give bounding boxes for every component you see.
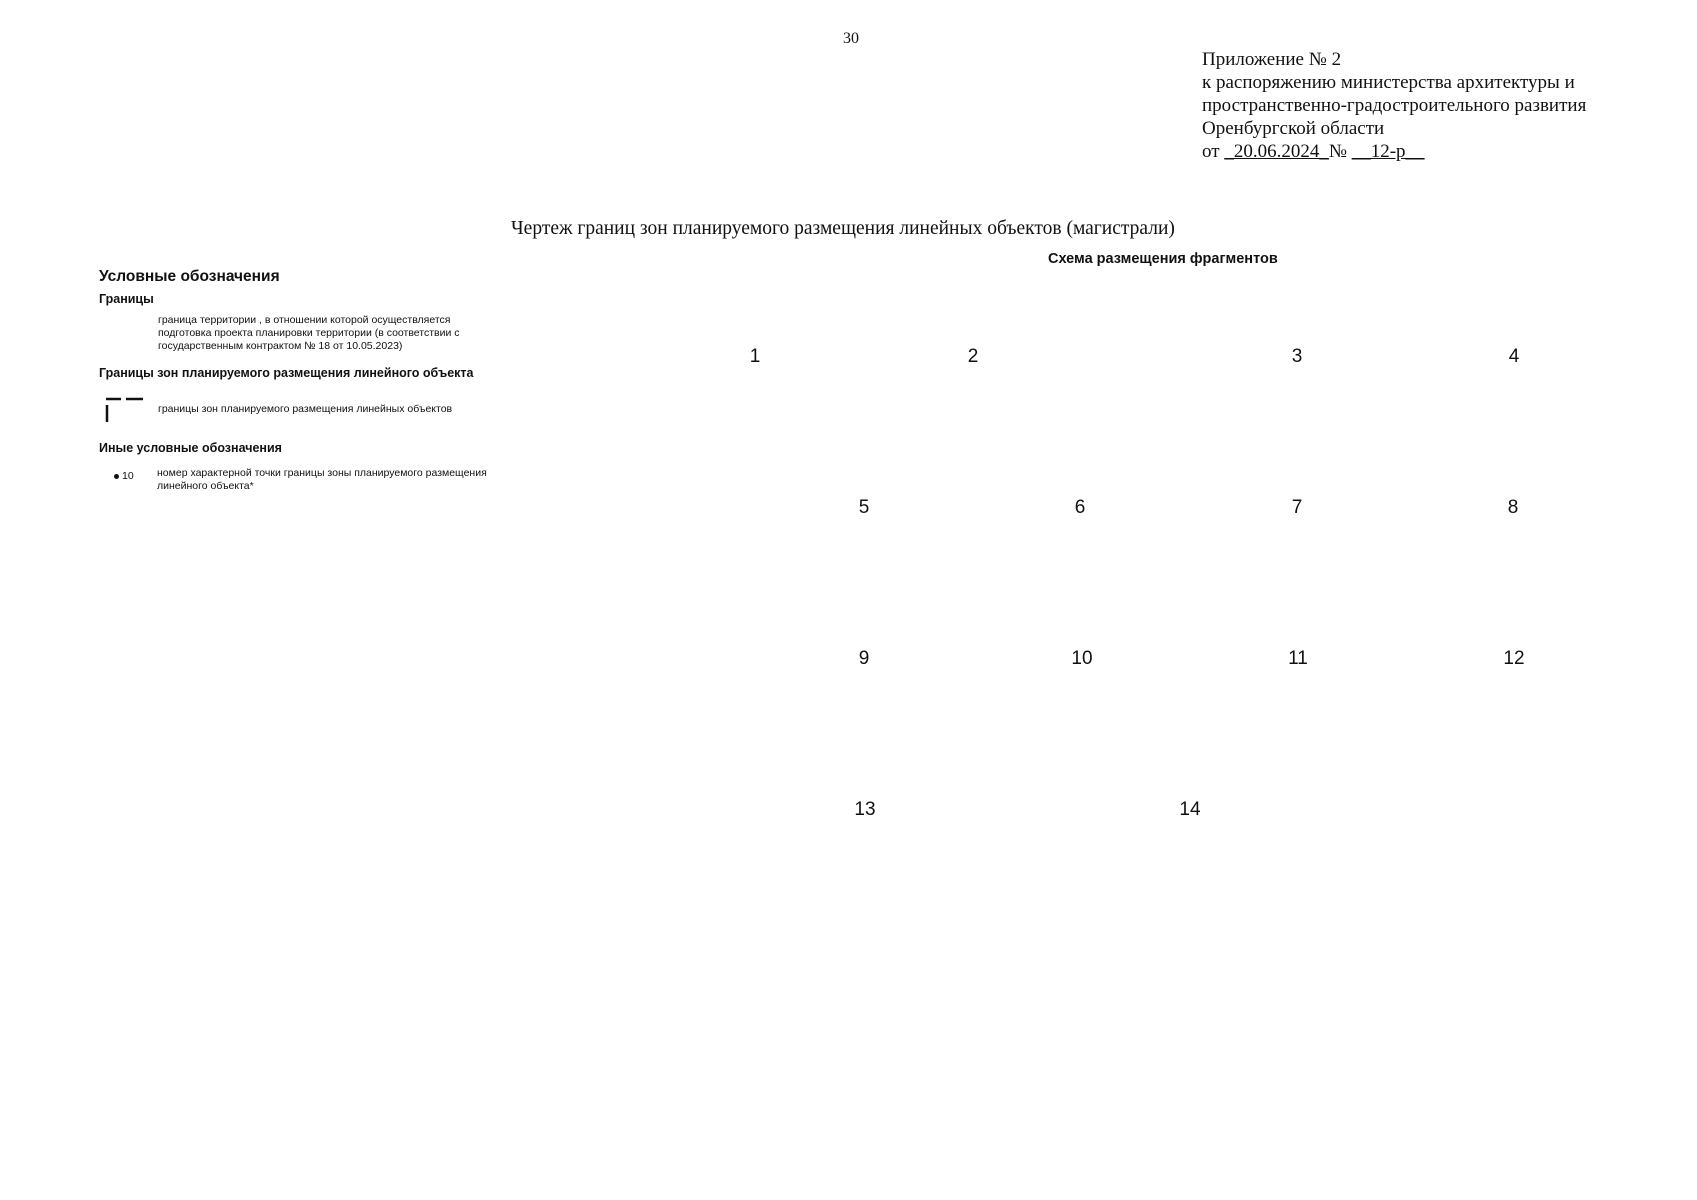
appendix-date-line <box>1202 140 1586 163</box>
fragment-label: 8 <box>1507 497 1519 518</box>
appendix-block <box>1202 48 1586 163</box>
legend-heading: Условные обозначения <box>99 268 280 285</box>
legend-section-other: Иные условные обозначения <box>99 441 282 455</box>
point-marker-icon <box>114 474 119 479</box>
fragment-label: 10 <box>1071 648 1093 669</box>
fragment-label: 12 <box>1503 648 1525 669</box>
fragment-label: 1 <box>749 346 761 367</box>
fragment-label: 9 <box>858 648 870 669</box>
document-title: Чертеж границ зон планируемого размещения линейных объектов (магистрали) <box>511 218 1175 239</box>
legend-section-zone-boundaries: Границы зон планируемого размещения линейного объекта <box>99 366 474 380</box>
legend-item-point-number <box>157 467 487 493</box>
order-number: __12-р__ <box>1351 141 1425 162</box>
fragment-label: 11 <box>1288 648 1308 669</box>
fragment-label: 4 <box>1508 346 1520 367</box>
point-number-sample: 10 <box>122 470 134 482</box>
legend-item-zone-boundary: границы зон планируемого размещения линейных объектов <box>158 403 453 415</box>
fragment-label: 5 <box>858 497 870 518</box>
page-number: 30 <box>843 30 859 47</box>
dashed-boundary-symbol-icon <box>104 394 146 424</box>
legend-item-text-line: линейного объекта* <box>157 480 254 492</box>
number-prefix: № <box>1328 141 1352 162</box>
fragment-label: 6 <box>1074 497 1086 518</box>
order-date: _20.06.2024_ <box>1224 141 1329 162</box>
legend-item-territory-boundary <box>158 314 460 353</box>
legend-item-text-line: подготовка проекта планировки территории (в соответствии с <box>158 327 460 339</box>
fragment-label: 3 <box>1291 346 1303 367</box>
fragment-label: 14 <box>1179 799 1201 820</box>
legend-item-text-line: государственным контрактом № 18 от 10.05.2023) <box>158 340 403 352</box>
fragment-label: 13 <box>854 799 876 820</box>
appendix-line: Приложение № 2 <box>1202 49 1342 70</box>
fragment-label: 7 <box>1291 497 1303 518</box>
appendix-line: Оренбургской области <box>1202 118 1385 139</box>
appendix-line: к распоряжению министерства архитектуры и <box>1202 72 1575 93</box>
legend-item-text-line: граница территории , в отношении которой осуществляется <box>158 314 451 326</box>
appendix-line: пространственно-градостроительного развития <box>1202 95 1587 116</box>
date-prefix: от <box>1202 141 1225 162</box>
scheme-title: Схема размещения фрагментов <box>1048 251 1278 267</box>
legend-item-text-line: номер характерной точки границы зоны планируемого размещения <box>157 467 487 479</box>
legend-section-boundaries: Границы <box>99 292 154 306</box>
fragment-label: 2 <box>967 346 979 367</box>
